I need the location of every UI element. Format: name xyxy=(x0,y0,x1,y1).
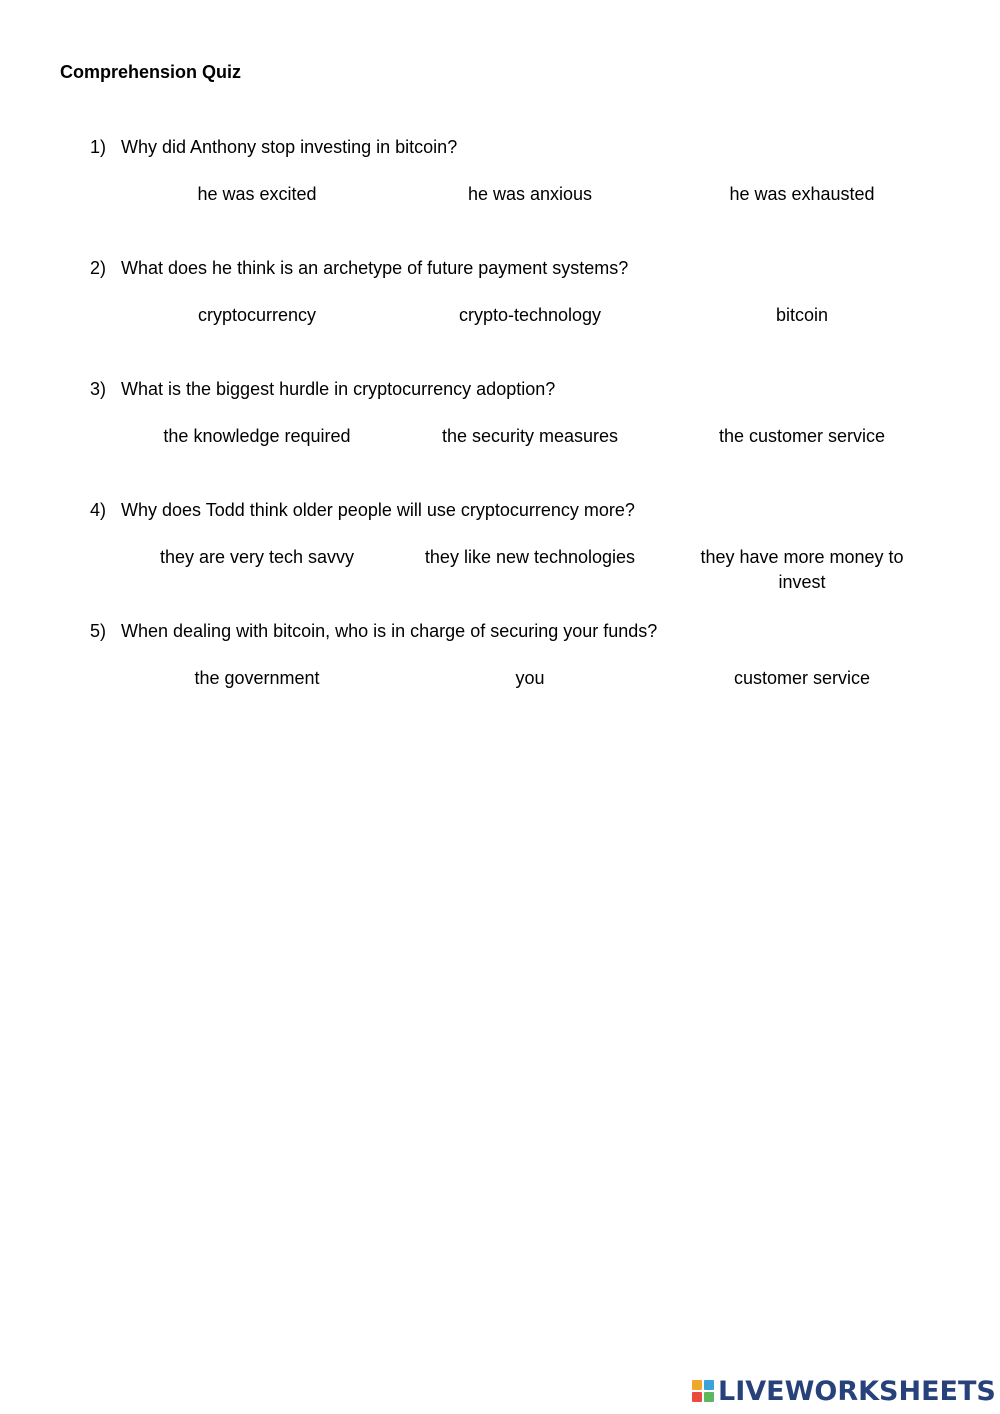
question-1 xyxy=(0,135,1000,215)
answer-option[interactable]: he was excited xyxy=(197,184,317,204)
question-number: 1) xyxy=(90,137,107,157)
question-text: Why does Todd think older people will use cryptocurrency more? xyxy=(121,500,635,520)
question-number: 5) xyxy=(90,621,107,641)
question-text: When dealing with bitcoin, who is in charge of securing your funds? xyxy=(121,621,658,641)
liveworksheets-logo xyxy=(692,1374,996,1408)
answer-option[interactable]: crypto-technology xyxy=(458,305,602,325)
question-number: 2) xyxy=(90,258,107,278)
answer-option[interactable]: cryptocurrency xyxy=(197,305,317,325)
page-title: Comprehension Quiz xyxy=(60,62,242,82)
question-2 xyxy=(0,256,1000,336)
question-number: 4) xyxy=(90,500,107,520)
answer-option[interactable]: the security measures xyxy=(441,426,619,446)
question-5 xyxy=(0,619,1000,699)
question-number: 3) xyxy=(90,379,107,399)
answer-option[interactable]: the knowledge required xyxy=(163,426,351,446)
question-text: What is the biggest hurdle in cryptocurrency adoption? xyxy=(121,379,556,399)
question-4 xyxy=(0,498,1000,592)
answer-option[interactable]: they like new technologies xyxy=(424,547,636,567)
liveworksheets-logo-icon xyxy=(692,1380,714,1402)
answer-option[interactable]: customer service xyxy=(733,668,871,688)
answer-option[interactable]: bitcoin xyxy=(775,305,829,325)
answer-option[interactable]: he was anxious xyxy=(467,184,593,204)
answer-option[interactable]: they are very tech savvy xyxy=(159,547,355,567)
question-text: Why did Anthony stop investing in bitcoin? xyxy=(121,137,458,157)
answer-option[interactable]: you xyxy=(515,668,545,688)
logo-text: LIVEWORKSHEETS xyxy=(718,1375,996,1407)
answer-option[interactable]: the customer service xyxy=(718,426,886,446)
answer-option[interactable]: he was exhausted xyxy=(729,184,875,204)
question-text: What does he think is an archetype of future payment systems? xyxy=(121,258,629,278)
answer-option[interactable]: the government xyxy=(194,668,320,688)
question-3 xyxy=(0,377,1000,457)
answer-option[interactable]: they have more money to invest xyxy=(700,547,904,592)
